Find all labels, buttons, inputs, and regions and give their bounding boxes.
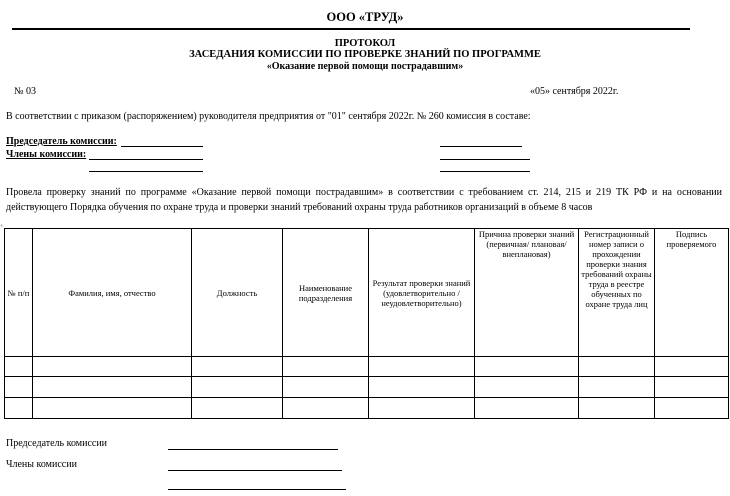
chair-label [6, 136, 117, 147]
signature-members-label: Члены комиссии [6, 459, 77, 470]
table-cell[interactable] [283, 377, 369, 398]
table-cell[interactable] [579, 398, 655, 419]
protocol-date: «05» сентября 2022г. [530, 86, 619, 97]
table-cell[interactable] [33, 377, 192, 398]
results-table [4, 228, 729, 419]
header-reason: Причина проверки знаний (первичная/ плановая/ внеплановая) [475, 229, 579, 357]
table-cell[interactable] [369, 357, 475, 377]
organization-name: ООО «ТРУД» [326, 10, 404, 24]
header-number: № п/п [5, 229, 33, 357]
chair-label-text: Председатель комиссии: [6, 136, 117, 147]
document-subtitle: ЗАСЕДАНИЯ КОМИССИИ ПО ПРОВЕРКЕ ЗНАНИЙ ПО ПРОГРАММЕ [189, 49, 541, 60]
table-cell[interactable] [579, 377, 655, 398]
table-row [5, 357, 729, 377]
table-cell[interactable] [369, 377, 475, 398]
signature-member-line-2 [168, 489, 346, 490]
member-sign-line-2 [440, 171, 530, 172]
table-header-row [5, 229, 729, 357]
header-signature: Подпись проверяемого [655, 229, 729, 357]
signature-chair-line [168, 449, 338, 450]
table-row [5, 398, 729, 419]
intro-text: В соответствии с приказом (распоряжением) руководителя предприятия от "01" сентября 2022г. № 260 комиссия в составе: [6, 111, 531, 122]
table-cell[interactable] [655, 377, 729, 398]
table-cell[interactable] [283, 357, 369, 377]
document-title: ПРОТОКОЛ [334, 38, 396, 49]
signature-chair-label: Председатель комиссии [6, 438, 108, 449]
table-cell[interactable] [655, 357, 729, 377]
table-cell[interactable] [579, 357, 655, 377]
table-cell[interactable] [5, 398, 33, 419]
signature-member-line-1 [168, 470, 342, 471]
table-anchor-marker: + [0, 224, 4, 230]
protocol-number: № 03 [14, 86, 37, 97]
header-divider [12, 28, 690, 30]
table-cell[interactable] [283, 398, 369, 419]
table-cell[interactable] [369, 398, 475, 419]
table-cell[interactable] [192, 377, 283, 398]
table-cell[interactable] [475, 398, 579, 419]
chair-sign-line [440, 146, 522, 147]
table-cell[interactable] [5, 377, 33, 398]
table-cell[interactable] [475, 357, 579, 377]
members-label-text: Члены комиссии: [6, 149, 87, 160]
table-cell[interactable] [192, 398, 283, 419]
table-cell[interactable] [33, 357, 192, 377]
header-full-name: Фамилия, имя, отчество [33, 229, 192, 357]
member-fill-line-2 [89, 171, 203, 172]
table-cell[interactable] [475, 377, 579, 398]
table-cell[interactable] [5, 357, 33, 377]
header-result: Результат проверки знаний (удовлетворительно / неудовлетворительно) [369, 229, 475, 357]
chair-fill-line [121, 146, 203, 147]
table-cell[interactable] [655, 398, 729, 419]
verification-paragraph: Провела проверку знаний по программе «Оказание первой помощи пострадавшим» в соответствии с требованием ст. 214, 215 и 219 ТК РФ и на основании действующего Порядка обучения по охране труда и проверки знаний требований охраны труда работников организаций в объеме 8 часов [6, 187, 722, 213]
header-department: Наименование подразделения [283, 229, 369, 357]
header-position: Должность [192, 229, 283, 357]
table-cell[interactable] [192, 357, 283, 377]
program-name: «Оказание первой помощи пострадавшим» [266, 61, 464, 72]
member-fill-line-1 [89, 159, 203, 160]
member-sign-line-1 [440, 159, 530, 160]
header-registry-number: Регистрационный номер записи о прохождении проверки знания требований охраны труда в реестре обученных по охране труда лиц [579, 229, 655, 357]
table-cell[interactable] [33, 398, 192, 419]
table-row [5, 377, 729, 398]
members-label [6, 149, 86, 160]
